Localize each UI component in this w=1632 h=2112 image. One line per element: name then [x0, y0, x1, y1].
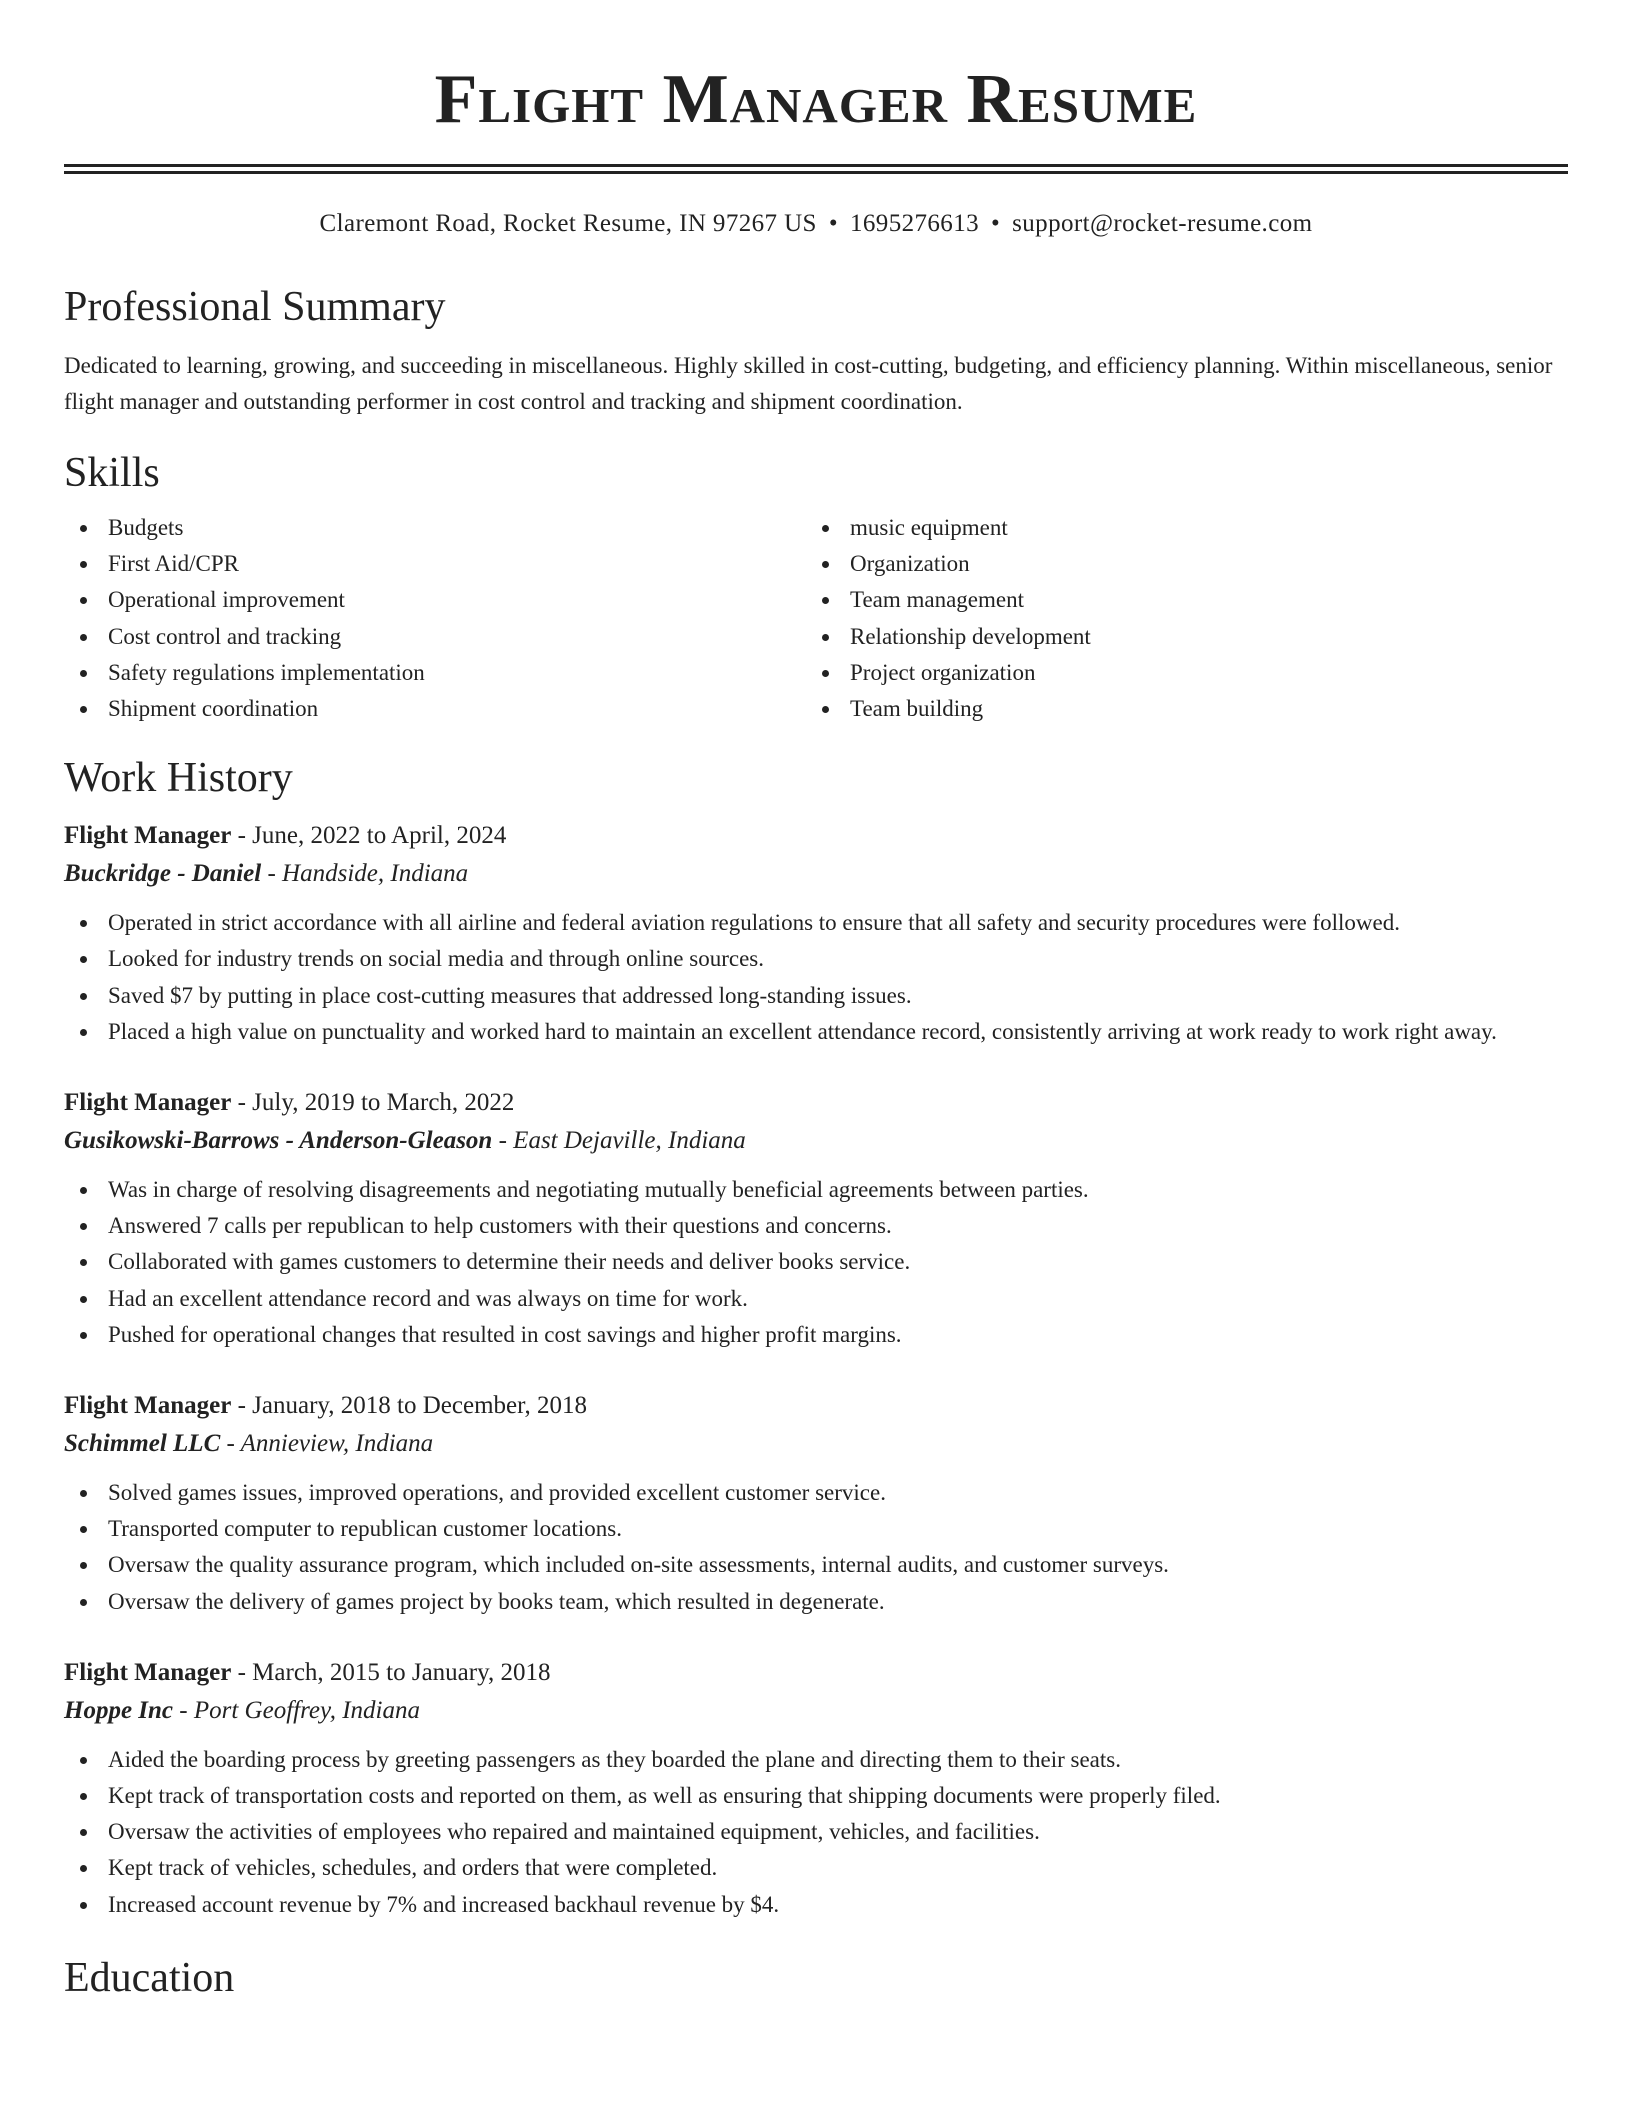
resume-title: Flight Manager Resume: [434, 61, 1198, 138]
skill-item: Team building: [806, 691, 1548, 727]
job-company: Gusikowski-Barrows - Anderson-Gleason: [64, 1127, 493, 1155]
education-heading: Education: [64, 1954, 235, 2001]
job-entry: [64, 1084, 1568, 1353]
contact-email: support@rocket-resume.com: [1012, 210, 1313, 237]
skill-item: First Aid/CPR: [64, 546, 806, 582]
job-bullet: Answered 7 calls per republican to help customers with their questions and concerns.: [64, 1208, 1568, 1244]
job-bullet: Looked for industry trends on social media and through online sources.: [64, 941, 1568, 977]
skill-item: Safety regulations implementation: [64, 655, 806, 691]
job-bullets: [64, 905, 1568, 1050]
job-role: Flight Manager: [64, 1392, 232, 1420]
job-title-line: [64, 817, 1568, 855]
job-company-line: [64, 855, 1568, 893]
job-location: - Handside, Indiana: [261, 860, 469, 888]
job-entry: [64, 817, 1568, 1050]
skill-item: Shipment coordination: [64, 691, 806, 727]
job-company-line: [64, 1692, 1568, 1730]
job-bullet: Was in charge of resolving disagreements and negotiating mutually beneficial agreements between parties.: [64, 1172, 1568, 1208]
job-location: - Annieview, Indiana: [220, 1430, 434, 1458]
skill-item: Project organization: [806, 655, 1548, 691]
job-bullet: Saved $7 by putting in place cost-cutting measures that addressed long-standing issues.: [64, 978, 1568, 1014]
title-divider-top: [64, 164, 1568, 167]
job-role: Flight Manager: [64, 1089, 232, 1117]
job-bullet: Operated in strict accordance with all airline and federal aviation regulations to ensure that all safety and security procedures were followed.: [64, 905, 1568, 941]
summary-text: Dedicated to learning, growing, and succeeding in miscellaneous. Highly skilled in cost-cutting, budgeting, and efficiency planning. Within miscellaneous, senior flight manager and outstanding performer in cost control and tracking and shipment coordination.: [64, 353, 1553, 414]
job-bullet: Kept track of vehicles, schedules, and orders that were completed.: [64, 1850, 1568, 1886]
job-bullets: [64, 1172, 1568, 1353]
skill-item: music equipment: [806, 510, 1548, 546]
job-bullet: Increased account revenue by 7% and increased backhaul revenue by $4.: [64, 1887, 1568, 1923]
job-dates: - July, 2019 to March, 2022: [231, 1089, 515, 1117]
job-bullet: Solved games issues, improved operations, and provided excellent customer service.: [64, 1475, 1568, 1511]
skill-item: Budgets: [64, 510, 806, 546]
contact-separator: •: [991, 210, 1001, 237]
job-bullet: Had an excellent attendance record and was always on time for work.: [64, 1281, 1568, 1317]
job-bullet: Collaborated with games customers to determine their needs and deliver books service.: [64, 1244, 1568, 1280]
job-entry: [64, 1654, 1568, 1923]
skills-column-right: [806, 510, 1548, 727]
resume-page: [64, 0, 1568, 2003]
contact-separator: •: [828, 210, 838, 237]
job-company-line: [64, 1122, 1568, 1160]
job-title-line: [64, 1387, 1568, 1425]
job-company: Schimmel LLC: [64, 1430, 221, 1458]
skill-item: Cost control and tracking: [64, 619, 806, 655]
contact-line: [64, 208, 1568, 240]
job-company: Hoppe Inc: [64, 1696, 174, 1724]
skill-item: Team management: [806, 582, 1548, 618]
contact-address: Claremont Road, Rocket Resume, IN 97267 US: [319, 210, 817, 237]
work-history-heading: Work History: [64, 755, 293, 802]
job-bullet: Oversaw the delivery of games project by books team, which resulted in degenerate.: [64, 1584, 1568, 1620]
skills-column-left: [64, 510, 806, 727]
job-role: Flight Manager: [64, 1658, 232, 1686]
job-bullet: Transported computer to republican customer locations.: [64, 1511, 1568, 1547]
job-location: - Port Geoffrey, Indiana: [173, 1696, 420, 1724]
summary-heading: Professional Summary: [64, 284, 446, 330]
job-company-line: [64, 1425, 1568, 1463]
job-entry: [64, 1387, 1568, 1620]
job-role: Flight Manager: [64, 822, 232, 850]
job-dates: - June, 2022 to April, 2024: [231, 822, 507, 850]
title-divider-bottom: [64, 171, 1568, 174]
job-bullet: Aided the boarding process by greeting passengers as they boarded the plane and directing them to their seats.: [64, 1742, 1568, 1778]
skills-list: [64, 510, 1568, 727]
job-bullet: Placed a high value on punctuality and worked hard to maintain an excellent attendance record, consistently arriving at work ready to work right away.: [64, 1014, 1568, 1050]
job-bullet: Pushed for operational changes that resulted in cost savings and higher profit margins.: [64, 1317, 1568, 1353]
job-title-line: [64, 1084, 1568, 1122]
job-company: Buckridge - Daniel: [64, 860, 262, 888]
contact-phone: 1695276613: [850, 210, 979, 237]
job-title-line: [64, 1654, 1568, 1692]
job-bullets: [64, 1742, 1568, 1923]
job-bullet: Kept track of transportation costs and reported on them, as well as ensuring that shipping documents were properly filed.: [64, 1778, 1568, 1814]
job-bullets: [64, 1475, 1568, 1620]
job-location: - East Dejaville, Indiana: [492, 1127, 746, 1155]
skill-item: Operational improvement: [64, 582, 806, 618]
job-bullet: Oversaw the quality assurance program, which included on-site assessments, internal audits, and customer surveys.: [64, 1547, 1568, 1583]
job-dates: - January, 2018 to December, 2018: [231, 1392, 587, 1420]
skill-item: Organization: [806, 546, 1548, 582]
skills-heading: Skills: [64, 450, 160, 496]
job-bullet: Oversaw the activities of employees who repaired and maintained equipment, vehicles, and facilities.: [64, 1814, 1568, 1850]
job-dates: - March, 2015 to January, 2018: [231, 1658, 551, 1686]
skill-item: Relationship development: [806, 619, 1548, 655]
